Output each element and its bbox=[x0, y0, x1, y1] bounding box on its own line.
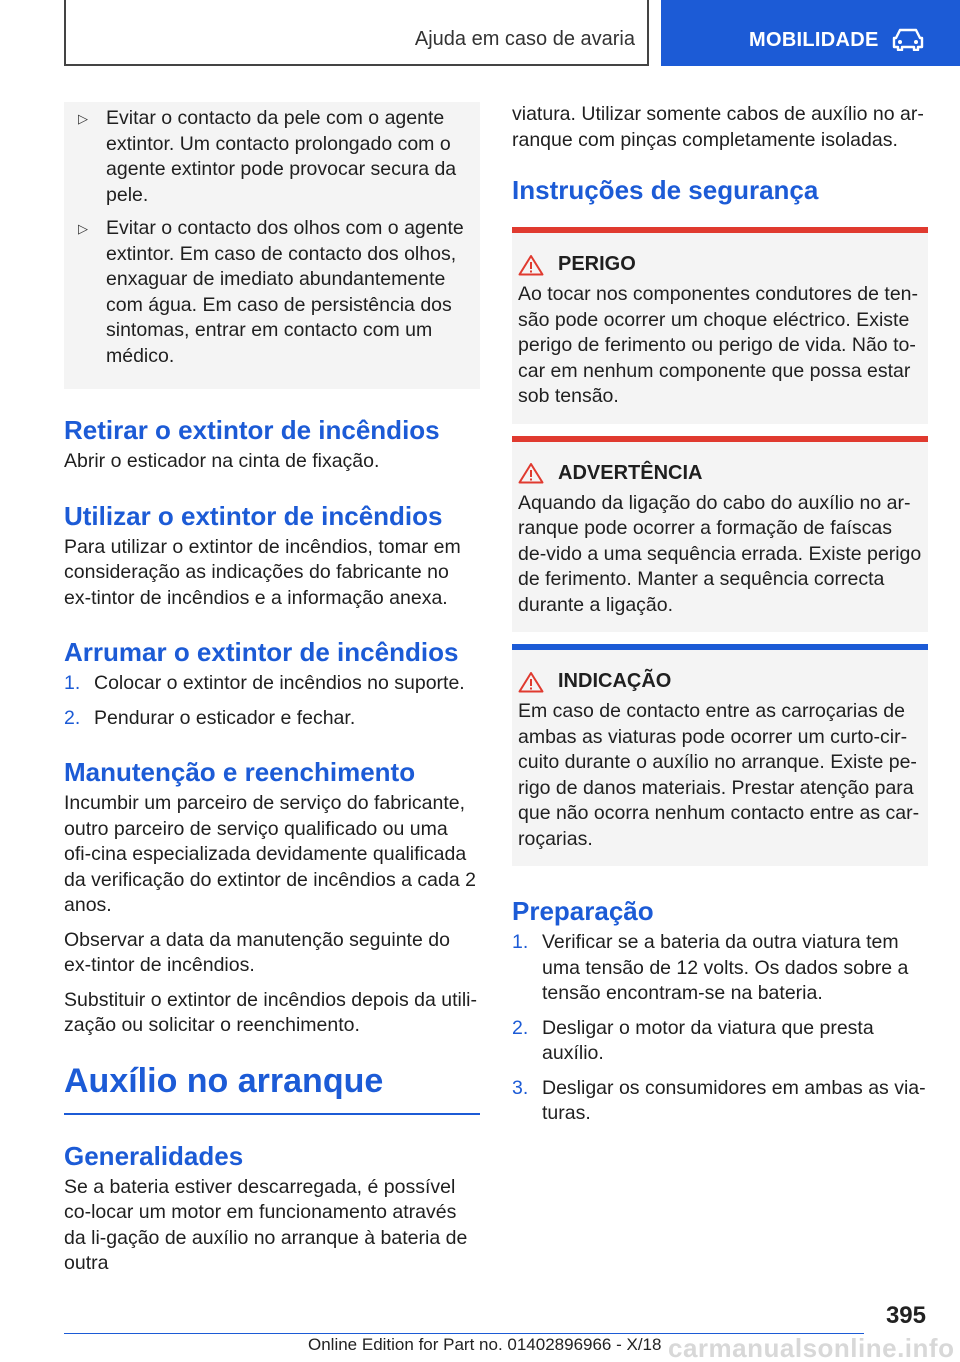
warning-triangle-icon bbox=[518, 462, 544, 484]
paragraph: Se a bateria estiver descarregada, é possível co-locar um motor em funcionamento através da li-gação de auxílio no arranque à bateria de outra bbox=[64, 1175, 468, 1274]
heading-arrumar: Arrumar o extintor de incêndios bbox=[64, 637, 459, 667]
paragraph: Observar a data da manutenção seguinte do ex-tintor de incêndios. bbox=[64, 928, 450, 976]
paragraph: viatura. Utilizar somente cabos de auxílio no ar-ranque com pinças completamente isoladas. bbox=[512, 103, 924, 151]
heading-generalidades: Generalidades bbox=[64, 1140, 244, 1171]
header-section-box bbox=[64, 0, 649, 66]
section-title: Ajuda em caso de avaria bbox=[414, 28, 635, 50]
right-column bbox=[512, 102, 928, 1136]
warning-indicacao bbox=[512, 644, 928, 866]
list-item: 1. Colocar o extintor de incêndios no suporte. bbox=[64, 672, 465, 694]
list-item: 2. Pendurar o esticador e fechar. bbox=[64, 706, 356, 729]
triangle-bullet-icon: ▷ bbox=[78, 111, 88, 126]
watermark: carmanualsonline.info bbox=[668, 1333, 955, 1362]
paragraph: Substituir o extintor de incêndios depois da utili-zação ou solicitar o reenchimento. bbox=[64, 988, 477, 1036]
paragraph: Abrir o esticador na cinta de fixação. bbox=[64, 450, 380, 472]
heading-retirar: Retirar o extintor de incêndios bbox=[64, 415, 440, 445]
warning-label: ADVERTÊNCIA bbox=[558, 461, 703, 484]
list-item: ▷ Evitar o contacto da pele com o agente extintor. Um contacto prolongado com o agente extintor pode provocar secura da pele. bbox=[78, 106, 466, 208]
safety-bullets-box bbox=[64, 102, 480, 389]
warning-text: Aquando da ligação do cabo do auxílio no ar-ranque pode ocorrer a formação de faíscas de-vido a uma sequência errada. Existe perigo de ferimento. Manter a sequência correcta durante a ligação. bbox=[518, 491, 922, 616]
heading-preparacao: Preparação bbox=[512, 896, 654, 926]
warning-text: Em caso de contacto entre as carroçarias de ambas as viaturas pode ocorrer um curto-cir-cuito durante o auxílio no arranque. Existe pe-rigo de danos materiais. Prestar atenção para que não ocorra nenhum contacto entre as car-roçarias. bbox=[518, 700, 920, 850]
warning-advertencia bbox=[512, 436, 928, 633]
warning-label: PERIGO bbox=[558, 253, 636, 275]
heading-seguranca: Instruções de segurança bbox=[512, 175, 819, 205]
warning-text: Ao tocar nos componentes condutores de ten-são pode ocorrer um choque eléctrico. Existe perigo de ferimento ou perigo de vida. Não to-car em nenhum componente que possa estar sob tensão. bbox=[518, 283, 918, 407]
heading-utilizar: Utilizar o extintor de incêndios bbox=[64, 500, 443, 531]
heading-manutencao: Manutenção e reenchimento bbox=[64, 757, 416, 787]
warning-perigo bbox=[512, 227, 928, 424]
car-icon bbox=[891, 27, 925, 51]
page-number: 395 bbox=[885, 1302, 926, 1329]
chapter-label: MOBILIDADE bbox=[749, 29, 879, 51]
list-item: ▷ Evitar o contacto dos olhos com o agente extintor. Em caso de contacto dos olhos, enxaguar de imediato abundantemente com água. Em caso de persistência dos sintomas, entrar em contacto com um médico. bbox=[78, 216, 466, 369]
heading-auxilio: Auxílio no arranque bbox=[64, 1061, 384, 1100]
chapter-tab bbox=[661, 0, 960, 66]
list-item: 2. Desligar o motor da viatura que presta auxílio. bbox=[512, 1016, 874, 1064]
heading-rule bbox=[64, 1113, 480, 1115]
warning-triangle-icon bbox=[518, 254, 544, 276]
warning-triangle-icon bbox=[518, 671, 544, 693]
warning-label: INDICAÇÃO bbox=[558, 670, 672, 692]
triangle-bullet-icon: ▷ bbox=[78, 221, 88, 236]
edition-text: Online Edition for Part no. 01402896966 - X/18 bbox=[308, 1335, 662, 1354]
list-item: 3. Desligar os consumidores em ambas as via-turas. bbox=[512, 1076, 926, 1124]
list-item: 1. Verificar se a bateria da outra viatura tem uma tensão de 12 volts. Os dados sobre a tensão encontram-se na bateria. bbox=[512, 931, 909, 1004]
paragraph: Incumbir um parceiro de serviço do fabricante, outro parceiro de serviço qualificado ou uma ofi-cina especializada devidamente qualificada da verificação do extintor de incêndios a cada 2 anos. bbox=[64, 792, 476, 916]
left-column bbox=[64, 102, 480, 1286]
paragraph: Para utilizar o extintor de incêndios, tomar em consideração as indicações do fabricante no ex-tintor de incêndios e a informação anexa. bbox=[64, 535, 461, 609]
